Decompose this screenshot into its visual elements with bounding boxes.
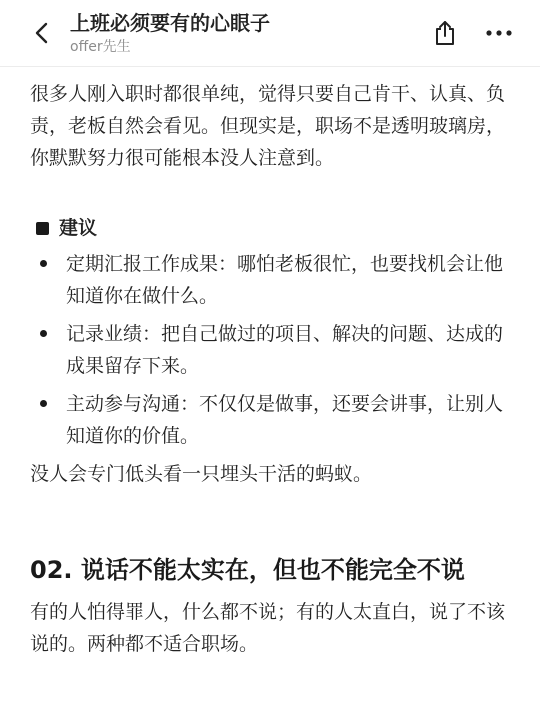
section-02-paragraph: 有的人怕得罪人，什么都不说；有的人太直白，说了不该说的。两种都不适合职场。 [30, 601, 506, 655]
suggestion-list [30, 248, 515, 452]
chevron-left-icon [34, 22, 48, 44]
list-item [30, 248, 515, 312]
intro-paragraph: 很多人刚入职时都很单纯，觉得只要自己肯干、认真、负责，老板自然会看见。但现实是，职场不是透明玻璃房，你默默努力很可能根本没人注意到。 [30, 83, 506, 169]
section-title: 建议 [59, 217, 98, 239]
bullet-dot-icon [40, 260, 47, 267]
closing-line: 没人会专门低头看一只埋头干活的蚂蚁。 [30, 463, 373, 485]
bullet-dot-icon [40, 400, 47, 407]
share-icon [433, 19, 457, 47]
back-button[interactable] [26, 18, 56, 48]
list-item-text: 主动参与沟通：不仅仅是做事，还要会讲事，让别人知道你的价值。 [66, 393, 504, 447]
article-body [30, 78, 515, 660]
list-item-text: 定期汇报工作成果：哪怕老板很忙，也要找机会让他知道你在做什么。 [66, 253, 504, 307]
section-02-heading: 02. 说话不能太实在，但也不能完全不说 [30, 556, 465, 584]
page-title: 上班必须要有的心眼子 [70, 11, 270, 35]
title-block [70, 10, 270, 56]
list-item-text: 记录业绩：把自己做过的项目、解决的问题、达成的成果留存下来。 [66, 323, 504, 377]
square-bullet-icon [36, 222, 49, 235]
list-item [30, 318, 515, 382]
bullet-dot-icon [40, 330, 47, 337]
author-name[interactable]: offer先生 [70, 39, 131, 55]
list-item [30, 388, 515, 452]
more-button[interactable] [484, 18, 514, 48]
share-button[interactable] [430, 18, 460, 48]
top-bar [0, 0, 540, 67]
section-heading [30, 212, 515, 244]
more-icon [486, 30, 512, 36]
